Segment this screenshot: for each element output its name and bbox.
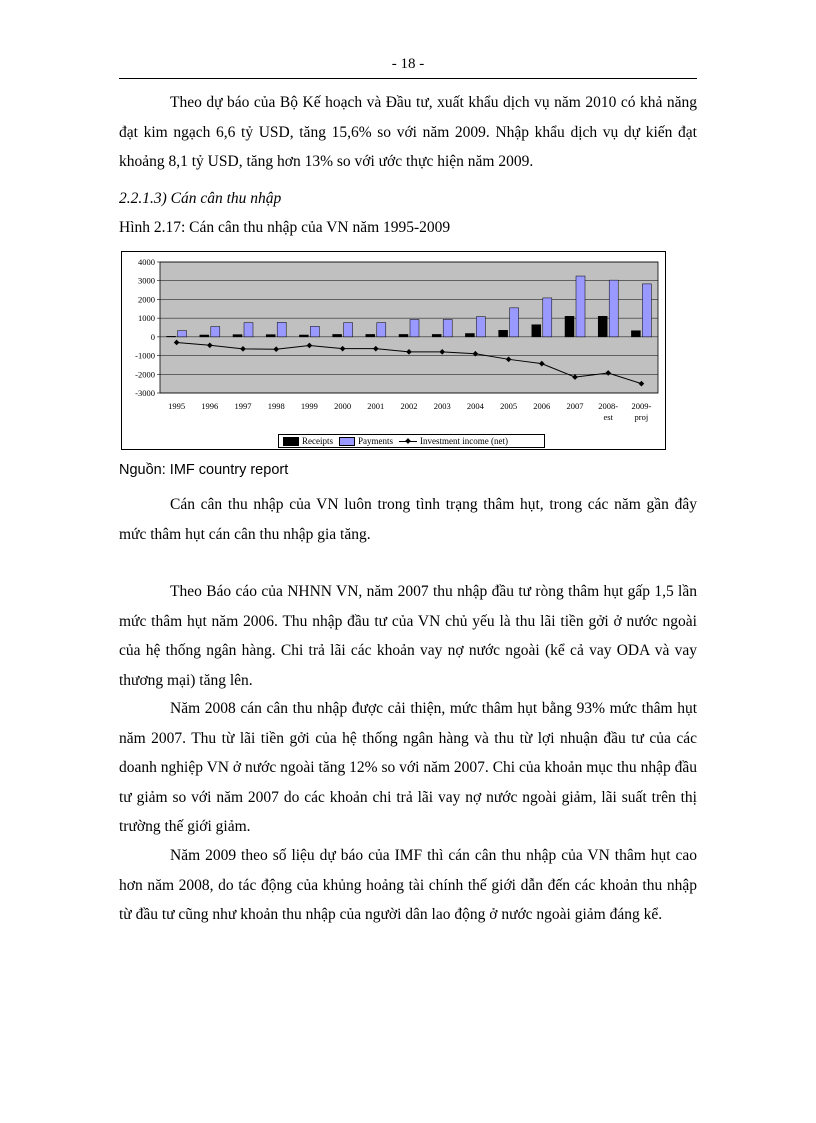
bar-payments (443, 319, 452, 336)
paragraph-5: Năm 2009 theo số liệu dự báo của IMF thì cán cân thu nhập của VN thâm hụt cao hơn năm 2008, do tác động của khủng hoảng tài chính thế giới dẫn đến các khoản thu nhập từ đầu tư cũng như khoản thu nhập của người dân lao động ở nước ngoài giảm đáng kể. (119, 847, 697, 923)
chart-frame (121, 251, 666, 450)
bar-payments (244, 323, 253, 337)
header-rule (119, 78, 697, 79)
bar-payments (211, 327, 220, 337)
x-tick-label: 2003 (433, 401, 451, 411)
y-tick-label: 4000 (138, 257, 155, 267)
x-tick-label: 2000 (334, 401, 352, 411)
legend-payments (339, 436, 393, 446)
bar-receipts (499, 330, 508, 337)
bar-receipts (432, 334, 441, 336)
income-balance-chart (122, 252, 667, 451)
bar-receipts (532, 325, 541, 337)
bar-payments (476, 317, 485, 337)
bar-payments (609, 280, 618, 337)
bar-receipts (167, 336, 176, 337)
y-tick-label: -3000 (135, 388, 155, 398)
y-tick-label: 1000 (138, 313, 155, 324)
x-tick-label: 1996 (201, 401, 219, 411)
x-tick-label: 2004 (466, 401, 484, 411)
bar-receipts (299, 335, 308, 337)
bar-payments (344, 323, 353, 337)
figure-source: Nguồn: IMF country report (119, 462, 289, 478)
bar-receipts (565, 316, 574, 337)
paragraph-4: Năm 2008 cán cân thu nhập được cải thiện, mức thâm hụt bằng 93% mức thâm hụt năm 2007. Thu từ lãi tiền gởi của hệ thống ngân hàng và thu từ lợi nhuận đầu tư của các doanh nghiệp VN ở nước ngoài tăng 12% so với năm 2007. Chi của khoản mục thu nhập đầu tư giảm so với năm 2007 do các khoản chi trả lãi vay nợ nước ngoài giảm, lãi suất trên thị trường thế giới giảm. (119, 700, 697, 835)
y-tick-label: 3000 (138, 275, 155, 286)
bar-receipts (233, 335, 242, 337)
y-tick-label: -1000 (135, 350, 155, 361)
bar-payments (410, 319, 419, 336)
paragraph-1: Theo dự báo của Bộ Kế hoạch và Đầu tư, xuất khẩu dịch vụ năm 2010 có khả năng đạt kim ngạch 6,6 tỷ USD, tăng 15,6% so với năm 2009. Nhập khẩu dịch vụ dự kiến đạt khoảng 8,1 tỷ USD, tăng hơn 13% so với ước thực hiện năm 2009. (119, 94, 697, 170)
x-tick-label: 1997 (234, 401, 252, 411)
x-tick-label: 1995 (168, 401, 186, 411)
bar-payments (510, 308, 519, 337)
bar-receipts (465, 333, 474, 336)
bar-payments (642, 284, 651, 337)
x-tick-label: 2002 (400, 401, 418, 411)
bar-payments (178, 331, 187, 337)
bar-receipts (333, 334, 342, 336)
legend-net (399, 436, 508, 446)
bar-receipts (399, 334, 408, 336)
y-tick-label: 2000 (138, 294, 155, 305)
paragraph-2: Cán cân thu nhập của VN luôn trong tình trạng thâm hụt, trong các năm gần đây mức thâm hụt cán cân thu nhập gia tăng. (119, 496, 697, 543)
bar-receipts (266, 335, 275, 337)
section-heading: 2.2.1.3) Cán cân thu nhập (119, 190, 282, 207)
x-tick-label: 1999 (300, 401, 318, 411)
x-tick-label: 2007 (566, 401, 584, 411)
bar-receipts (598, 316, 607, 337)
legend-payments-label: Payments (358, 436, 393, 446)
bar-payments (277, 322, 286, 337)
legend-receipts-label: Receipts (302, 436, 333, 446)
x-tick-label: 2001 (367, 401, 385, 411)
legend-net-label: Investment income (net) (420, 436, 508, 446)
bar-payments (377, 323, 386, 337)
x-tick-label: 2009- (631, 401, 652, 411)
x-tick-label: est (603, 412, 613, 422)
chart-legend (278, 434, 545, 448)
paragraph-3: Theo Báo cáo của NHNN VN, năm 2007 thu nhập đầu tư ròng thâm hụt gấp 1,5 lần mức thâm hụt năm 2006. Thu nhập đầu tư của VN chủ yếu là thu lãi tiền gởi ở nước ngoài của hệ thống ngân hàng. Chi trả lãi các khoản vay nợ nước ngoài (kể cả vay ODA và vay thương mại) tăng lên. (119, 583, 697, 689)
legend-receipts-swatch (283, 437, 299, 446)
x-tick-label: 1998 (267, 401, 285, 411)
page-number: - 18 - (391, 56, 425, 72)
y-tick-label: 0 (150, 331, 155, 342)
bar-receipts (200, 335, 209, 337)
x-tick-label: 2008- (598, 401, 619, 411)
x-tick-label: 2005 (500, 401, 518, 411)
bar-receipts (631, 331, 640, 337)
figure-caption: Hình 2.17: Cán cân thu nhập của VN năm 1995-2009 (119, 219, 451, 236)
bar-payments (576, 276, 585, 337)
bar-payments (310, 326, 319, 336)
legend-payments-swatch (339, 437, 355, 446)
legend-receipts (283, 436, 333, 446)
x-tick-label: proj (634, 412, 649, 422)
bar-payments (543, 298, 552, 337)
x-tick-label: 2006 (533, 401, 551, 411)
bar-receipts (366, 334, 375, 336)
y-tick-label: -2000 (135, 369, 155, 380)
legend-net-swatch (399, 438, 417, 445)
